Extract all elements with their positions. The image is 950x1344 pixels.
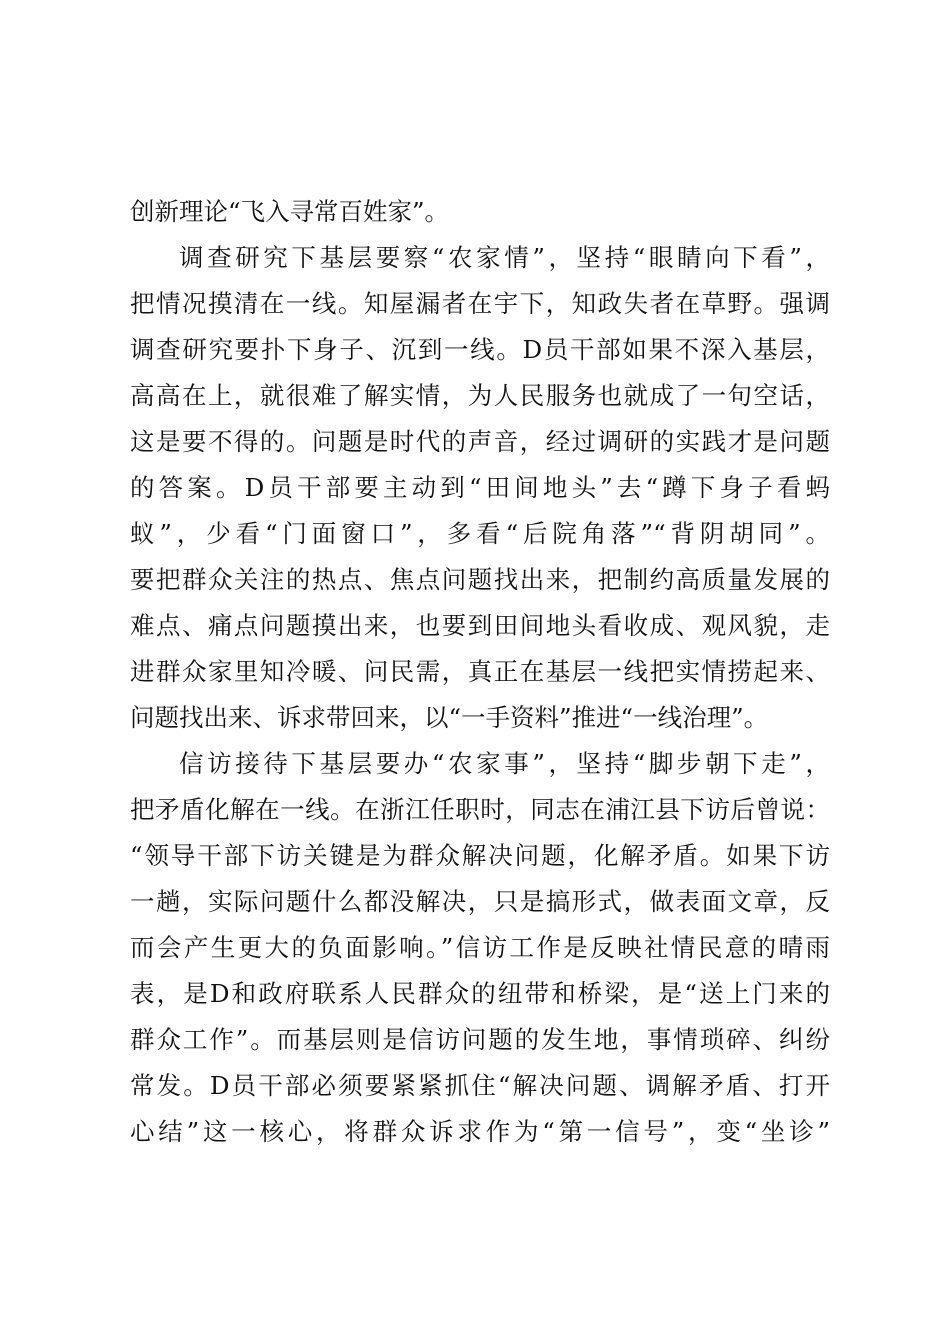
text-line-7: 的答案。D员干部要主动到“田间地头”去“蹲下身子看蚂: [130, 473, 830, 502]
text-line-17: 而会产生更大的负面影响。”信访工作是反映社情民意的晴雨: [130, 933, 830, 962]
text-line-5: 高高在上，就很难了解实情，为人民服务也就成了一句空话，: [130, 381, 830, 410]
text-line-21: 心结”这一核心，将群众诉求作为“第一信号”，变“坐诊”: [130, 1117, 830, 1146]
text-line-14: 把矛盾化解在一线。在浙江任职时，同志在浦江县下访后曾说：: [130, 795, 830, 824]
text-line-15: “领导干部下访关键是为群众解决问题，化解矛盾。如果下访: [130, 841, 830, 870]
text-line-13: 信访接待下基层要办“农家事”，坚持“脚步朝下走”，: [179, 749, 830, 778]
text-line-2: 调查研究下基层要察“农家情”，坚持“眼睛向下看”，: [179, 243, 830, 272]
text-line-12: 问题找出来、诉求带回来，以“一手资料”推进“一线治理”。: [130, 703, 769, 732]
text-line-9: 要把群众关注的热点、焦点问题找出来，把制约高质量发展的: [130, 565, 830, 594]
text-line-4: 调查研究要扑下身子、沉到一线。D员干部如果不深入基层，: [130, 335, 830, 364]
text-line-11: 进群众家里知冷暖、问民需，真正在基层一线把实情捞起来、: [130, 657, 830, 686]
text-line-16: 一趟，实际问题什么都没解决，只是搞形式，做表面文章，反: [130, 887, 830, 916]
text-line-10: 难点、痛点问题摸出来，也要到田间地头看收成、观风貌，走: [130, 611, 830, 640]
text-line-3: 把情况摸清在一线。知屋漏者在宇下，知政失者在草野。强调: [130, 289, 830, 318]
text-line-1: 创新理论“飞入寻常百姓家”。: [130, 197, 450, 226]
text-line-18: 表，是D和政府联系人民群众的纽带和桥梁，是“送上门来的: [130, 979, 830, 1008]
text-line-6: 这是要不得的。问题是时代的声音，经过调研的实践才是问题: [130, 427, 830, 456]
text-line-20: 常发。D员干部必须要紧紧抓住“解决问题、调解矛盾、打开: [130, 1071, 830, 1100]
text-line-8: 蚁”，少看“门面窗口”，多看“后院角落”“背阴胡同”。: [130, 519, 830, 548]
text-line-19: 群众工作”。而基层则是信访问题的发生地，事情琐碎、纠纷: [130, 1025, 830, 1054]
